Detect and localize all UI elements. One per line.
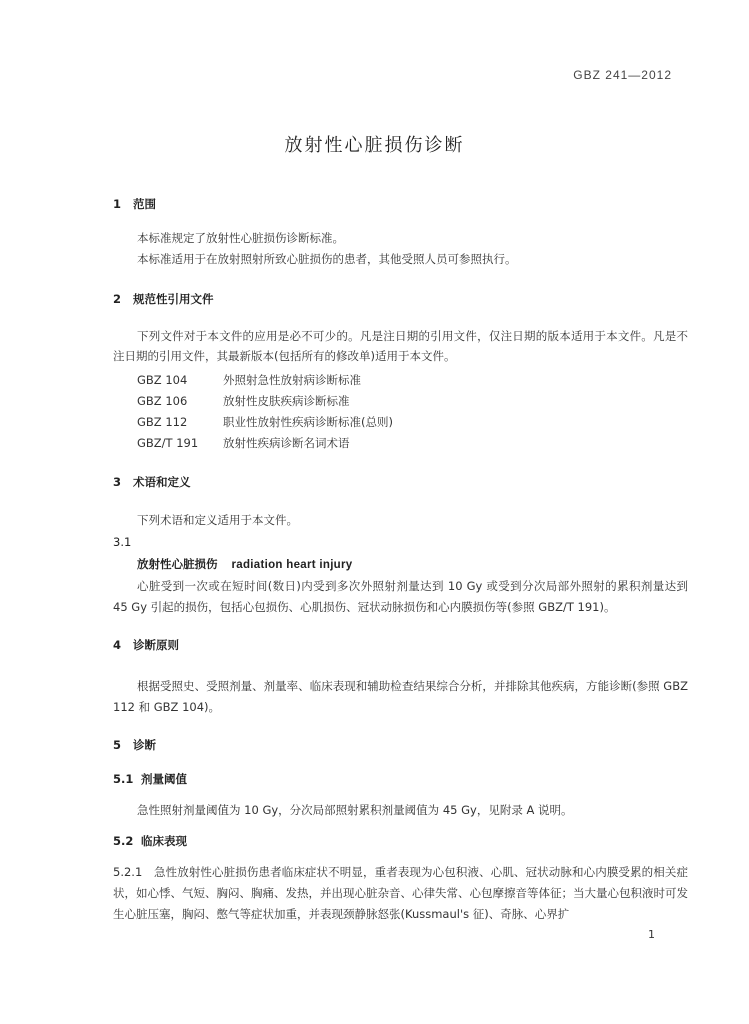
term-chinese: 放射性心脏损伤	[137, 557, 218, 571]
term-definition: 心脏受到一次或在短时间(数日)内受到多次外照射剂量达到 10 Gy 或受到分次局部外照射的累积剂量达到 45 Gy 引起的损伤，包括心包损伤、心肌损伤、冠状动脉损伤和心内膜损伤等(参照 GBZ/T 191)。	[113, 579, 688, 614]
section-heading-normative-references	[113, 291, 214, 307]
clinical-manifestation-paragraph: 5.2.1 急性放射性心脏损伤患者临床症状不明显，重者表现为心包积液、心肌、冠状动脉和心内膜受累的相关症状，如心悸、气短、胸闷、胸痛、发热，并出现心脏杂音、心律失常、心包摩擦音等体征；当大量心包积液时可发生心脏压塞，胸闷、憋气等症状加重，并表现颈静脉怒张(Kussmaul's 征)、奇脉、心界扩	[113, 865, 688, 921]
section-heading-diagnosis	[113, 737, 156, 753]
reference-item	[137, 372, 361, 389]
term-entry	[137, 556, 352, 572]
section-number: 5	[113, 738, 122, 752]
reference-code: GBZ 104	[137, 373, 188, 387]
section-title: 术语和定义	[133, 475, 191, 489]
reference-name: 放射性皮肤疾病诊断标准	[223, 394, 350, 408]
section-title: 诊断	[133, 738, 156, 752]
subsection-heading-clinical-manifestation	[113, 833, 187, 849]
section-number: 4	[113, 638, 122, 652]
term-english: radiation heart injury	[231, 559, 353, 571]
reference-item	[137, 414, 393, 431]
page-number: 1	[648, 928, 655, 941]
subsection-number: 5.1	[113, 772, 134, 786]
subsection-title: 临床表现	[141, 834, 187, 848]
scope-paragraph-1: 本标准规定了放射性心脏损伤诊断标准。	[137, 231, 344, 245]
subsection-number: 5.2	[113, 834, 134, 848]
terms-intro: 下列术语和定义适用于本文件。	[137, 513, 298, 527]
reference-name: 外照射急性放射病诊断标准	[223, 373, 361, 387]
term-number: 3.1	[113, 535, 132, 549]
section-heading-terms	[113, 474, 191, 490]
section-number: 1	[113, 197, 122, 211]
section-title: 规范性引用文件	[133, 292, 214, 306]
section-number: 2	[113, 292, 122, 306]
dose-threshold-paragraph: 急性照射剂量阈值为 10 Gy，分次局部照射累积剂量阈值为 45 Gy，见附录 A 说明。	[137, 803, 573, 817]
page-title: 放射性心脏损伤诊断	[284, 135, 465, 156]
section-title: 诊断原则	[133, 638, 179, 652]
section-heading-scope	[113, 196, 156, 212]
reference-item	[137, 393, 350, 410]
section-title: 范围	[133, 197, 156, 211]
principle-paragraph: 根据受照史、受照剂量、剂量率、临床表现和辅助检查结果综合分析，并排除其他疾病，方能诊断(参照 GBZ 112 和 GBZ 104)。	[113, 679, 688, 714]
references-intro: 下列文件对于本文件的应用是必不可少的。凡是注日期的引用文件，仅注日期的版本适用于本文件。凡是不注日期的引用文件，其最新版本(包括所有的修改单)适用于本文件。	[113, 329, 688, 363]
document-code: GBZ 241—2012	[573, 68, 672, 82]
reference-name: 放射性疾病诊断名词术语	[223, 436, 350, 450]
subsection-heading-dose-threshold	[113, 771, 187, 787]
section-heading-diagnostic-principle	[113, 637, 179, 653]
reference-name: 职业性放射性疾病诊断标准(总则)	[223, 415, 393, 429]
section-number: 3	[113, 475, 122, 489]
reference-item	[137, 435, 350, 452]
reference-code: GBZ/T 191	[137, 436, 199, 450]
reference-code: GBZ 112	[137, 415, 188, 429]
reference-code: GBZ 106	[137, 394, 188, 408]
scope-paragraph-2: 本标准适用于在放射照射所致心脏损伤的患者，其他受照人员可参照执行。	[137, 252, 517, 266]
subsection-title: 剂量阈值	[141, 772, 187, 786]
